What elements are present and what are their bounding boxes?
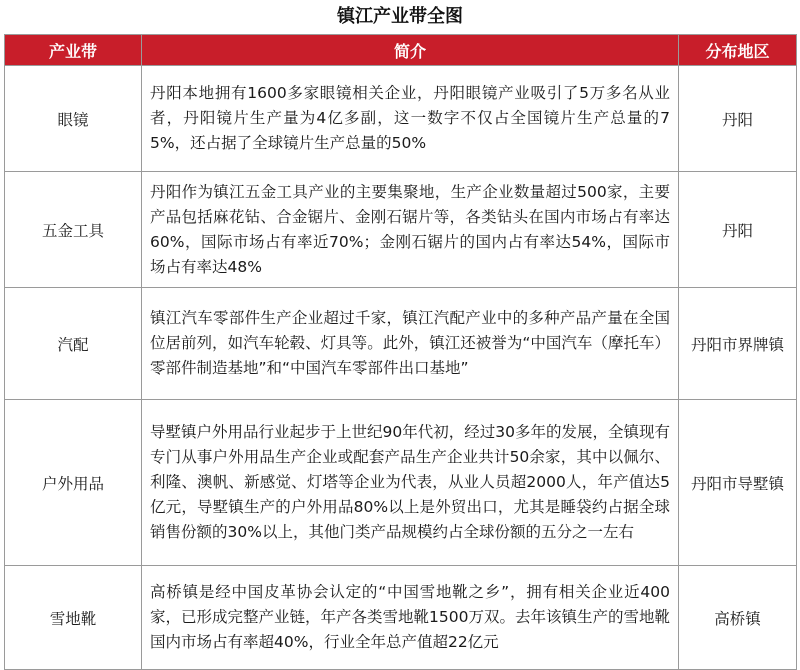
industry-region-cell: 丹阳市导墅镇 [679, 400, 797, 566]
industry-region-cell: 丹阳市界牌镇 [679, 288, 797, 400]
industry-name-cell: 汽配 [5, 288, 142, 400]
table-row [5, 66, 797, 172]
industry-table [4, 34, 797, 670]
industry-name-cell: 五金工具 [5, 172, 142, 288]
table-row [5, 288, 797, 400]
page-title: 镇江产业带全图 [337, 6, 463, 27]
industry-intro-cell: 导墅镇户外用品行业起步于上世纪90年代初，经过30多年的发展，全镇现有专门从事户外用品生产企业或配套产品生产企业共计50余家，其中以佩尔、利隆、澳帆、新感觉、灯塔等企业为代表，从业人员超2000人，年产值达5亿元，导墅镇生产的户外用品80%以上是外贸出口，尤其是睡袋约占据全球销售份额的30%以上，其他门类产品规模约占全球份额的五分之一左右 [142, 400, 679, 566]
table-row [5, 400, 797, 566]
column-header-industry: 产业带 [5, 35, 142, 66]
industry-name-cell: 眼镜 [5, 66, 142, 172]
table-header-row [5, 35, 797, 66]
industry-region-cell: 高桥镇 [679, 566, 797, 670]
column-header-region: 分布地区 [679, 35, 797, 66]
industry-intro-cell: 高桥镇是经中国皮革协会认定的“中国雪地靴之乡”，拥有相关企业近400家，已形成完整产业链，年产各类雪地靴1500万双。去年该镇生产的雪地靴国内市场占有率超40%，行业全年总产值超22亿元 [142, 566, 679, 670]
industry-name-cell: 户外用品 [5, 400, 142, 566]
column-header-intro: 简介 [142, 35, 679, 66]
table-row [5, 172, 797, 288]
table-row [5, 566, 797, 670]
industry-intro-cell: 丹阳本地拥有1600多家眼镜相关企业，丹阳眼镜产业吸引了5万多名从业者，丹阳镜片生产量为4亿多副，这一数字不仅占全国镜片生产总量的75%，还占据了全球镜片生产总量的50% [142, 66, 679, 172]
industry-region-cell: 丹阳 [679, 172, 797, 288]
industry-intro-cell: 丹阳作为镇江五金工具产业的主要集聚地，生产企业数量超过500家，主要产品包括麻花钻、合金锯片、金刚石锯片等，各类钻头在国内市场占有率达60%，国际市场占有率近70%；金刚石锯片的国内占有率达54%，国际市场占有率达48% [142, 172, 679, 288]
industry-intro-cell: 镇江汽车零部件生产企业超过千家，镇江汽配产业中的多种产品产量在全国位居前列，如汽车轮毂、灯具等。此外，镇江还被誉为“中国汽车（摩托车）零部件制造基地”和“中国汽车零部件出口基地” [142, 288, 679, 400]
industry-name-cell: 雪地靴 [5, 566, 142, 670]
industry-region-cell: 丹阳 [679, 66, 797, 172]
